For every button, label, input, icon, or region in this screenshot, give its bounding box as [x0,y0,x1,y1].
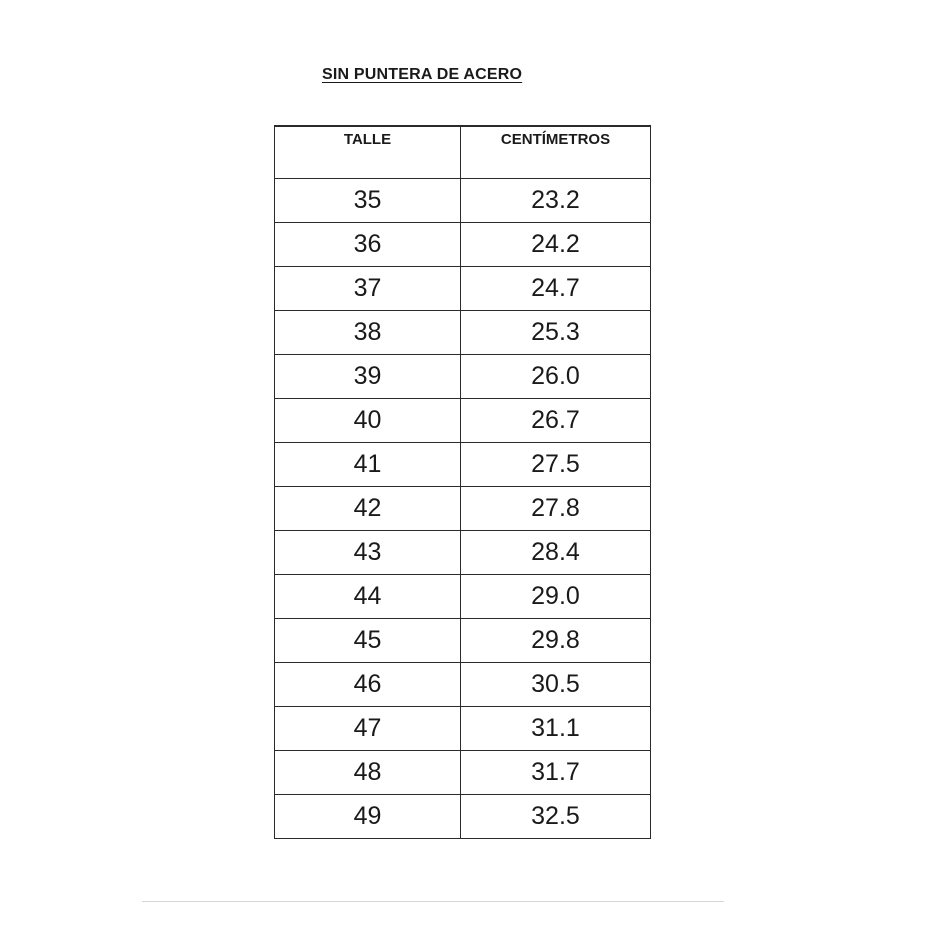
table-row [275,794,651,838]
cell-talle: 41 [275,442,461,486]
cell-talle: 39 [275,354,461,398]
table-row [275,486,651,530]
table-header-row [275,126,651,178]
cell-centimetros: 28.4 [461,530,651,574]
table-row [275,618,651,662]
cell-centimetros: 32.5 [461,794,651,838]
size-chart-table [274,125,651,839]
cell-talle: 44 [275,574,461,618]
cell-centimetros: 29.8 [461,618,651,662]
table-row [275,442,651,486]
cell-centimetros: 24.2 [461,222,651,266]
bottom-divider [142,901,724,902]
table-row [275,530,651,574]
cell-centimetros: 23.2 [461,178,651,222]
table-row [275,398,651,442]
table-row [275,706,651,750]
table-body [275,178,651,838]
cell-talle: 46 [275,662,461,706]
cell-talle: 36 [275,222,461,266]
cell-talle: 49 [275,794,461,838]
table-row [275,750,651,794]
table-row [275,266,651,310]
table-row [275,222,651,266]
cell-talle: 38 [275,310,461,354]
cell-centimetros: 31.7 [461,750,651,794]
cell-talle: 48 [275,750,461,794]
cell-centimetros: 26.7 [461,398,651,442]
header-talle: TALLE [275,126,461,178]
table-row [275,310,651,354]
cell-centimetros: 24.7 [461,266,651,310]
table-row [275,662,651,706]
cell-talle: 35 [275,178,461,222]
page-title: SIN PUNTERA DE ACERO [322,66,523,83]
cell-centimetros: 30.5 [461,662,651,706]
cell-talle: 42 [275,486,461,530]
cell-talle: 43 [275,530,461,574]
cell-centimetros: 27.5 [461,442,651,486]
cell-talle: 40 [275,398,461,442]
cell-centimetros: 29.0 [461,574,651,618]
header-centimetros: CENTÍMETROS [461,126,651,178]
cell-centimetros: 27.8 [461,486,651,530]
table-row [275,354,651,398]
cell-talle: 45 [275,618,461,662]
cell-centimetros: 25.3 [461,310,651,354]
table-row [275,178,651,222]
cell-centimetros: 26.0 [461,354,651,398]
cell-talle: 37 [275,266,461,310]
cell-talle: 47 [275,706,461,750]
cell-centimetros: 31.1 [461,706,651,750]
table-row [275,574,651,618]
